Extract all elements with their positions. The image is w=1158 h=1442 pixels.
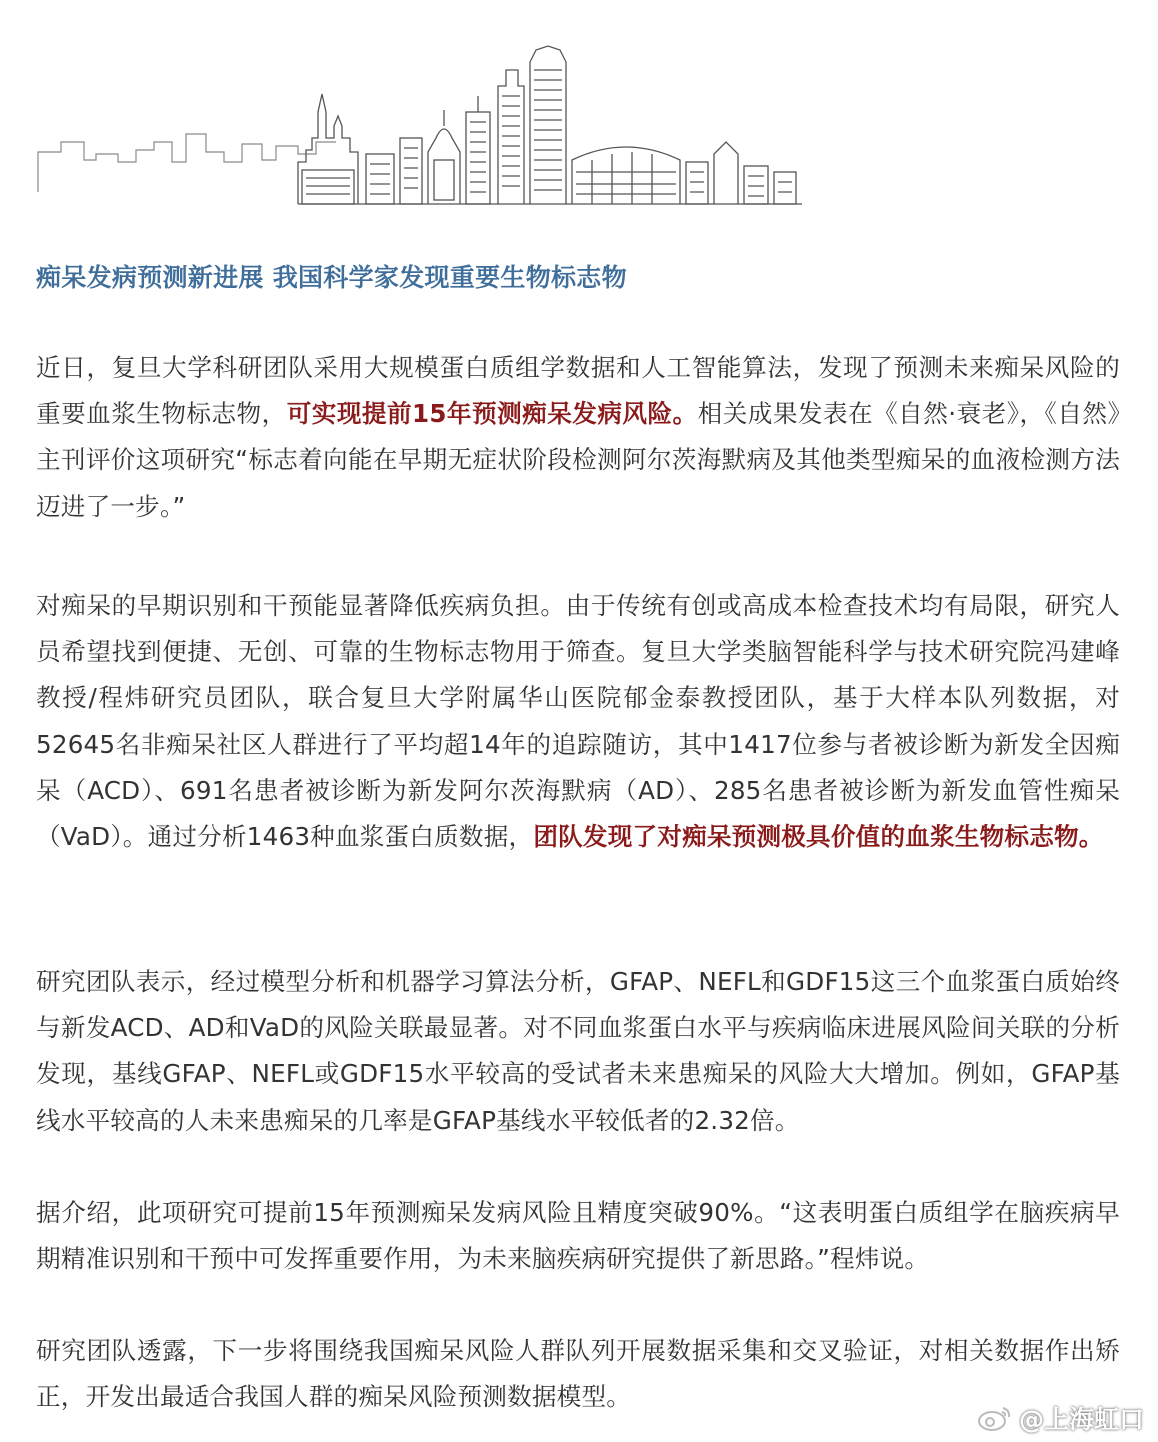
paragraph-1-highlight: 可实现提前15年预测痴呆发病风险。: [286, 399, 698, 429]
paragraph-1-text-a: 近日，复旦大学科研团队采用大规模蛋白质组学数据和人工智能算法，发现了预测未来痴呆风险的重要血浆生物标志物，: [36, 353, 1120, 429]
paragraph-4: 据介绍，此项研究可提前15年预测痴呆发病风险且精度突破90%。“这表明蛋白质组学在脑疾病早期精准识别和干预中可发挥重要作用，为未来脑疾病研究提供了新思路。”程炜说。: [36, 1198, 1120, 1274]
article-title: 痴呆发病预测新进展 我国科学家发现重要生物标志物: [36, 263, 627, 292]
paragraph-2-highlight: 团队发现了对痴呆预测极具价值的血浆生物标志物。: [533, 822, 1104, 852]
paragraph-5: 研究团队透露，下一步将围绕我国痴呆风险人群队列开展数据采集和交叉验证，对相关数据作出矫正，开发出最适合我国人群的痴呆风险预测数据模型。: [36, 1336, 1120, 1412]
paragraph-1: [36, 345, 1120, 530]
paragraph-1-text-c: 相关成果发表在《自然·衰老》，《自然》主刊评价这项研究“标志着向能在早期无症状阶段检测阿尔茨海默病及其他类型痴呆的血液检测方法迈进了一步。”: [36, 399, 1120, 521]
skyline-illustration: [36, 42, 806, 210]
weibo-watermark: [977, 1400, 1144, 1436]
paragraph-2: [36, 583, 1120, 860]
paragraph-3: 研究团队表示，经过模型分析和机器学习算法分析，GFAP、NEFL和GDF15这三个血浆蛋白质始终与新发ACD、AD和VaD的风险关联最显著。对不同血浆蛋白水平与疾病临床进展风险间关联的分析发现，基线GFAP、NEFL或GDF15水平较高的受试者未来患痴呆的风险大大增加。例如，GFAP基线水平较高的人未来患痴呆的几率是GFAP基线水平较低者的2.32倍。: [36, 967, 1120, 1135]
city-skyline-banner: [36, 42, 806, 210]
paragraph-2-text-a: 对痴呆的早期识别和干预能显著降低疾病负担。由于传统有创或高成本检查技术均有局限，研究人员希望找到便捷、无创、可靠的生物标志物用于筛查。复旦大学类脑智能科学与技术研究院冯建峰教授/程炜研究员团队，联合复旦大学附属华山医院郁金泰教授团队，基于大样本队列数据，对52645名非痴呆社区人群进行了平均超14年的追踪随访，其中1417位参与者被诊断为新发全因痴呆（ACD）、691名患者被诊断为新发阿尔茨海默病（AD）、285名患者被诊断为新发血管性痴呆（VaD）。通过分析1463种血浆蛋白质数据，: [36, 591, 1120, 852]
watermark-text: @上海虹口: [1018, 1405, 1144, 1434]
weibo-icon: [977, 1404, 1013, 1432]
